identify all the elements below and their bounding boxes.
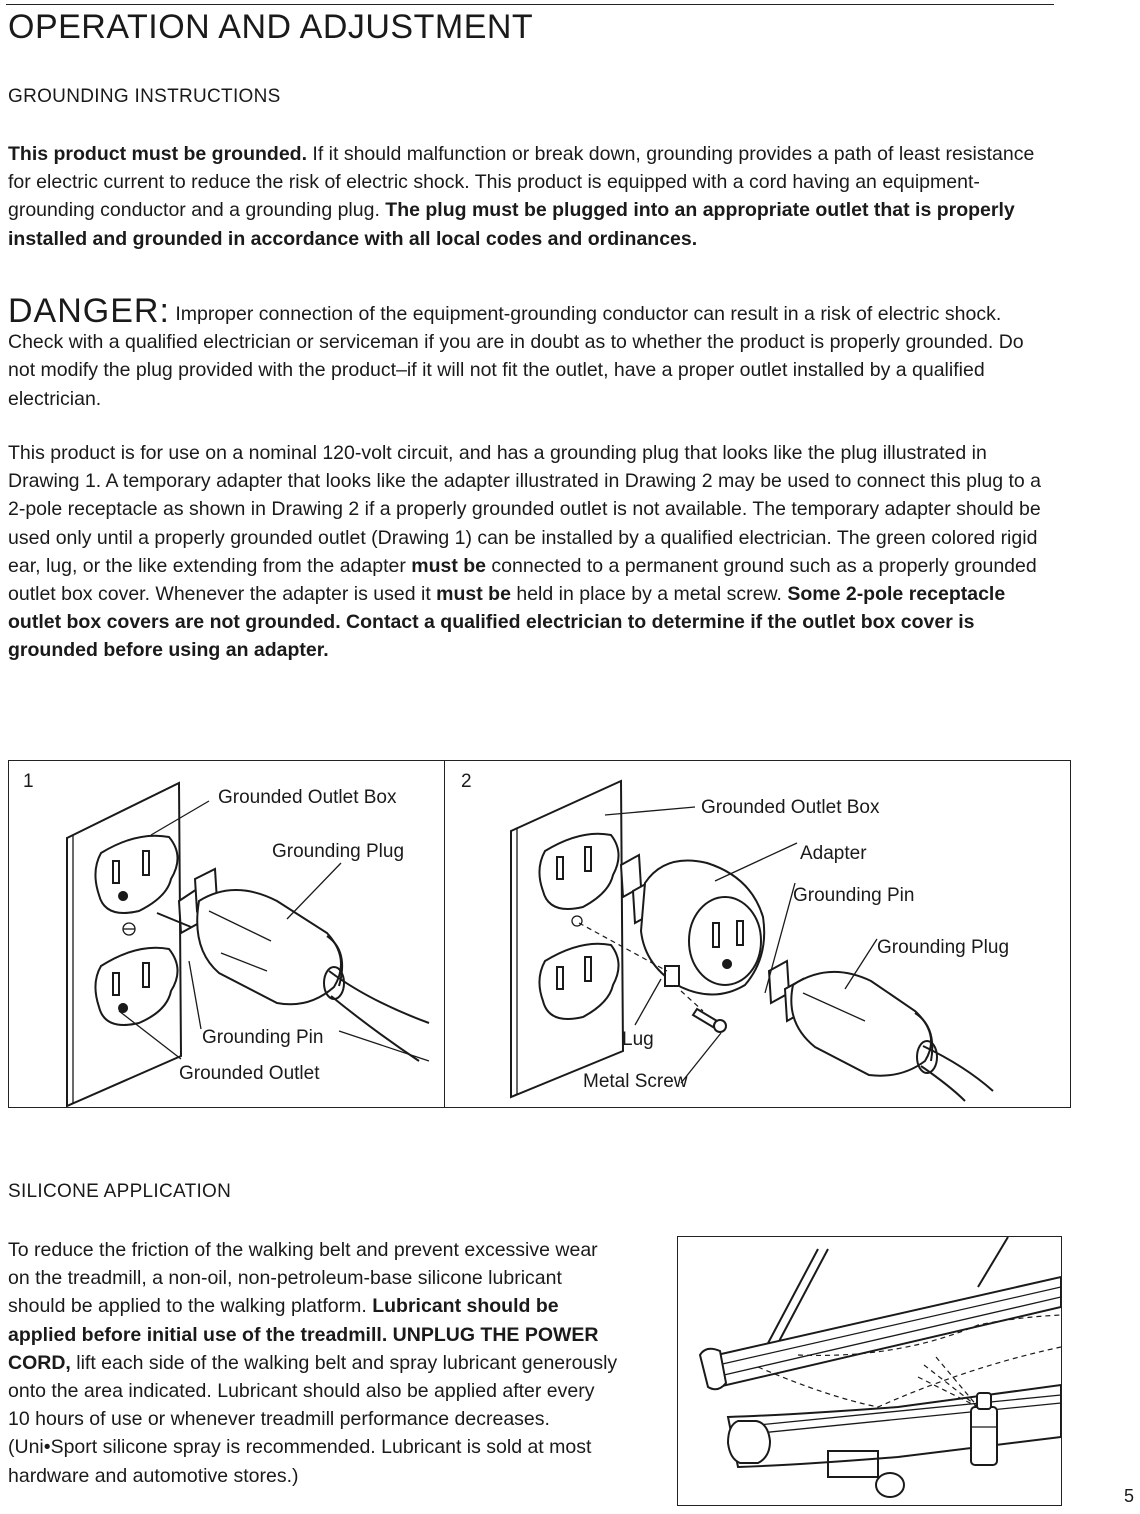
- label-grounding-plug-2: Grounding Plug: [877, 937, 1010, 958]
- adapter-text-b: connected to a permanent ground such as a properly grounded outlet box cover. Whenever the adapter is used it: [8, 554, 1037, 606]
- grounding-paragraph-1: [8, 140, 1058, 253]
- drawing-1-number: 1: [23, 771, 34, 792]
- front-roller: [728, 1421, 770, 1463]
- outlet-box-plate-2: [511, 781, 623, 1097]
- label-grounding-pin: Grounding Pin: [202, 1027, 324, 1048]
- must-be-bold-2: must be: [436, 583, 511, 606]
- unplug-power-cord-bold: UNPLUG THE POWER CORD,: [8, 1323, 599, 1374]
- grounding-plug-warning-bold: The plug must be plugged into an appropriate outlet that is properly installed and grounded in accordance with all local codes and ordinances.: [8, 199, 1015, 250]
- grounding-text: If it should malfunction or break down, grounding provides a path of least resistance for electric current to reduce the risk of electric shock. This product is equipped with a cord having an equipment-grounding conductor and a grounding plug.: [8, 143, 1035, 222]
- grounding-paragraph-3: [8, 439, 1063, 665]
- silicone-text-a: To reduce the friction of the walking belt and prevent excessive wear on the treadmill, a non-oil, non-petroleum-base silicone lubricant should be applied to the walking platform.: [8, 1239, 598, 1318]
- wheel: [876, 1473, 904, 1497]
- drawing-2-number: 2: [461, 771, 472, 792]
- drawing-2: [444, 760, 1071, 1108]
- drawing-1: [8, 760, 446, 1108]
- silicone-text-b: lift each side of the walking belt and spray lubricant generously onto the area indicated. Lubricant should also be applied after every 10 hours of use or whenever treadmill performance decreases. (Uni•Sport silicone spray is recommended. Lubricant is sold at most hardware and automotive stores.): [8, 1351, 618, 1487]
- side-rail: [708, 1277, 1061, 1387]
- grounding-heading: GROUNDING INSTRUCTIONS: [8, 86, 281, 107]
- danger-text: Improper connection of the equipment-grounding conductor can result in a risk of electric shock. Check with a qualified electrician or serviceman if you are in doubt as to whether the product is properly grounded. Do not modify the plug provided with the product–if it will not fit the outlet, have a proper outlet installed by a qualified electrician.: [8, 303, 1024, 410]
- label-grounded-outlet-box-2: Grounded Outlet Box: [701, 797, 880, 818]
- silicone-heading: SILICONE APPLICATION: [8, 1181, 232, 1202]
- walking-belt: [728, 1385, 1061, 1467]
- label-grounding-plug: Grounding Plug: [272, 841, 405, 862]
- grounding-plug-body: [197, 890, 341, 1004]
- label-metal-screw: Metal Screw: [583, 1071, 688, 1092]
- danger-paragraph: [8, 292, 1038, 413]
- drawing-1-illustration: [9, 761, 445, 1107]
- silicone-paragraph: [8, 1236, 620, 1490]
- label-grounded-outlet: Grounded Outlet: [179, 1063, 320, 1084]
- label-lug: Lug: [622, 1029, 654, 1050]
- adapter-lug: [665, 966, 679, 986]
- page-number: 5: [1124, 1486, 1135, 1506]
- label-grounded-outlet-box: Grounded Outlet Box: [218, 787, 397, 808]
- grounding-plug-body-2: [791, 972, 931, 1076]
- page-title: OPERATION AND ADJUSTMENT: [8, 8, 534, 46]
- grounding-warning-bold: This product must be grounded.: [8, 143, 307, 165]
- box-cover-warning-bold: Some 2-pole receptacle outlet box covers are not grounded. Contact a qualified electrician to determine if the outlet box cover is grounded before using an adapter.: [8, 583, 1006, 662]
- must-be-bold-1: must be: [411, 554, 487, 577]
- label-grounding-pin-2: Grounding Pin: [793, 885, 915, 906]
- top-rule: [6, 4, 1054, 5]
- adapter-text-a: This product is for use on a nominal 120-volt circuit, and has a grounding plug that looks like the plug illustrated in Drawing 1. A temporary adapter that looks like the adapter illustrated in Drawing 2 may be used to connect this plug to a 2-pole receptacle as shown in Drawing 2 if a properly grounded outlet is not available. The temporary adapter should be used only until a properly grounded outlet (Drawing 1) can be installed by a qualified electrician. The green colored rigid ear, lug, or the like extending from the adapter: [8, 442, 1041, 577]
- treadmill-illustration-box: [677, 1236, 1062, 1506]
- outlet-box-plate: [67, 783, 181, 1106]
- spray-can: [971, 1407, 997, 1465]
- treadmill-illustration: [678, 1237, 1061, 1505]
- label-adapter: Adapter: [800, 843, 867, 864]
- danger-label: DANGER:: [8, 292, 170, 330]
- adapter-text-c: held in place by a metal screw.: [510, 583, 788, 606]
- lubricant-initial-use-bold: Lubricant should be applied before initial use of the treadmill.: [8, 1295, 559, 1346]
